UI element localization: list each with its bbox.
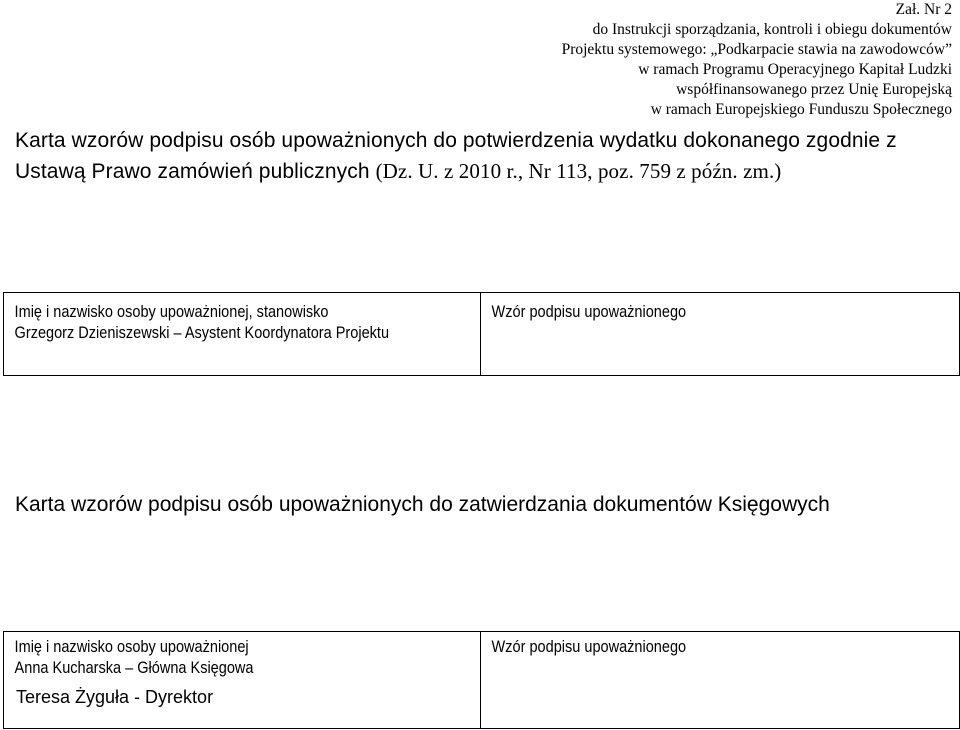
signature-specimen-header: Wzór podpisu upoważnionego (491, 638, 687, 656)
document-header (392, 0, 952, 120)
signature-table-2 (3, 631, 960, 729)
authorized-person-header: Imię i nazwisko osoby upoważnionej, stanowisko (14, 303, 329, 321)
section1-title (15, 126, 950, 187)
section1-title-reference: (Dz. U. z 2010 r., Nr 113, poz. 759 z późn. zm.) (375, 159, 782, 183)
signature-table-1 (3, 292, 960, 376)
section2-title: Karta wzorów podpisu osób upoważnionych do zatwierdzania dokumentów Księgowych (15, 493, 830, 516)
authorized-person-header: Imię i nazwisko osoby upoważnionej (14, 638, 249, 656)
authorized-person-value: Anna Kucharska – Główna Księgowa (14, 659, 254, 677)
authorized-person-cell (4, 293, 481, 376)
authorized-person-value-2: Teresa Żyguła - Dyrektor (16, 687, 214, 707)
section1-title-text: Karta wzorów podpisu osób upoważnionych do potwierdzenia wydatku dokonanego zgodnie z Ustawą Prawo zamówień publicznych (15, 129, 897, 183)
header-line: w ramach Europejskiego Funduszu Społecznego (650, 101, 952, 118)
header-line: Projektu systemowego: „Podkarpacie stawia na zawodowców” (561, 41, 952, 58)
attachment-number: Zał. Nr 2 (895, 1, 952, 18)
authorized-person-cell (4, 632, 481, 729)
header-line: do Instrukcji sporządzania, kontroli i obiegu dokumentów (592, 21, 952, 38)
signature-specimen-cell (481, 632, 960, 729)
signature-specimen-cell (481, 293, 960, 376)
header-line: w ramach Programu Operacyjnego Kapitał Ludzki (638, 61, 952, 78)
signature-specimen-header: Wzór podpisu upoważnionego (491, 303, 687, 321)
header-line: współfinansowanego przez Unię Europejską (676, 81, 952, 98)
authorized-person-value: Grzegorz Dzieniszewski – Asystent Koordynatora Projektu (14, 324, 390, 342)
